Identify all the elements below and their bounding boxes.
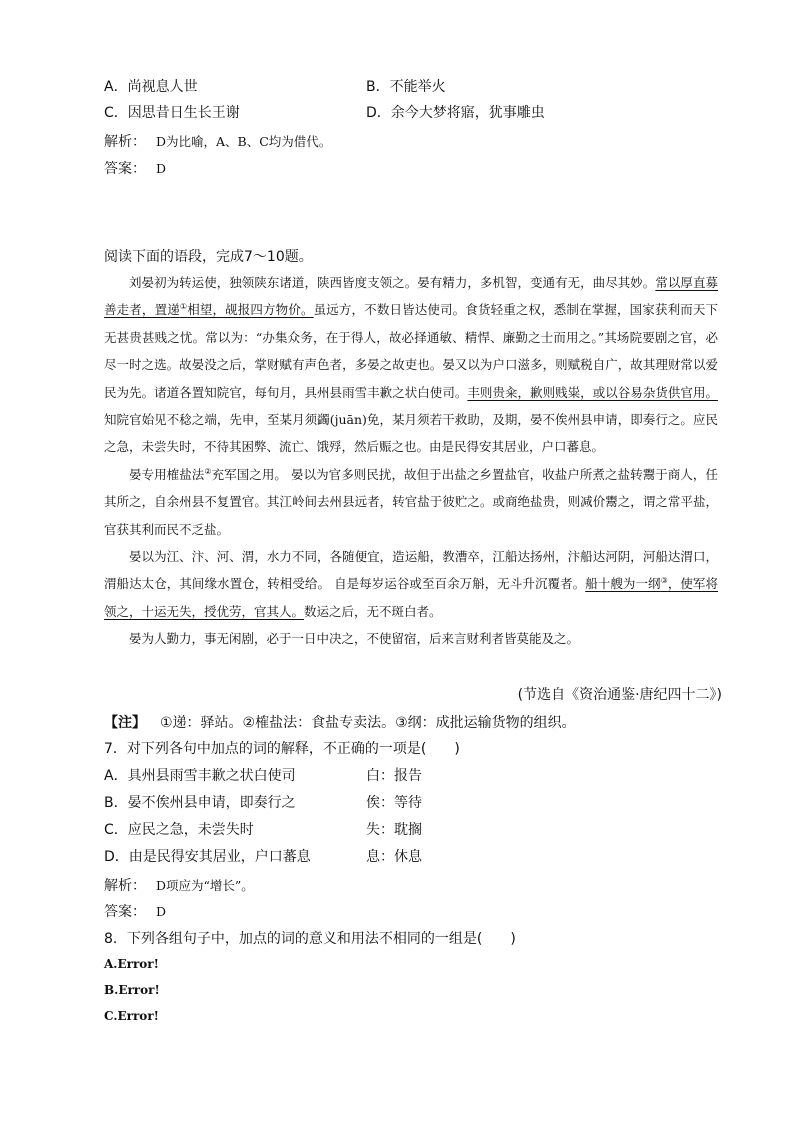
passage-text: 充军国之用。 晏以为官多则民扰，故但于出盐之乡置盐官，收盐户所煮之盐转鬻于商人，任其所之，自余州县不复置官。其江岭间去州县远者，转官盐于彼贮之。或商绝盐贵，则减价鬻之，谓之常平盐，官获其利而民不乏盐。: [104, 466, 718, 537]
q7-answer-label: 答案：: [104, 904, 146, 920]
q7-option-d: [104, 846, 564, 870]
passage-paragraph-3: [104, 543, 718, 625]
q6-option-c: C．因思昔日生长王谢: [104, 105, 240, 121]
q6-option-a: A．尚视息人世: [104, 79, 198, 95]
q6-answer-value: D: [156, 161, 167, 176]
passage-text: 知院官始见不稔之端，先申，至某月须蠲(juān)免，某月须若干救助，及期，晏不俟州县申请，即奏行之。应民之急，未尝失时，不待其困弊、流亡、饿殍，然后赈之也。由是民得安其居业，户口蕃息。: [104, 412, 718, 455]
underlined-text: 相望，觇报四方物价。: [187, 302, 314, 318]
source-citation: (节选自《资治通鉴·唐纪四十二》): [517, 687, 722, 703]
note-label: 【注】: [104, 715, 146, 731]
note-marker-3: ③: [660, 576, 668, 586]
q7-stem: 7．对下列各句中加点的词的解释，不正确的一项是( ): [104, 741, 460, 757]
underlined-text: 船十艘为一纲: [585, 576, 661, 592]
note-text: ①递：驿站。②榷盐法：食盐专卖法。③纲：成批运输货物的组织。: [160, 715, 576, 731]
q7-option-a-sentence: A．具州县雨雪丰歉之状白使司: [104, 768, 296, 784]
q7-analysis-label: 解析：: [104, 878, 146, 894]
q6-options-row-2: [104, 102, 664, 126]
q7-option-a-gloss: 白：报告: [366, 768, 422, 784]
q7-option-a: [104, 765, 564, 789]
underlined-sentence-2: 丰则贵籴，歉则贱粜，或以谷易杂货供官用。: [467, 384, 718, 400]
note-marker-2: ②: [204, 466, 212, 476]
q7-option-d-sentence: D．由是民得安其居业，户口蕃息: [104, 849, 311, 865]
q6-analysis-label: 解析：: [104, 134, 146, 150]
q7-analysis-text: D项应为“增长”。: [156, 878, 254, 893]
reading-intro: 阅读下面的语段，完成7～10题。: [104, 249, 313, 265]
passage-text: 数运之后，无不斑白者。: [304, 603, 442, 619]
q8-option-b: B.Error!: [104, 983, 160, 997]
passage-text: 晏以为江、汴、河、渭，水力不同，各随便宜，造运船，教漕卒，江船达扬州，汴船达河阴，河船达渭口，渭船达太仓，其间缘水置仓，转相受给。 自是每岁运谷或至百余万斛，无斗升沉覆者。: [104, 549, 718, 592]
passage-text: 虽远方，不数日皆达使司。食货轻重之权，悉制在掌握，国家获利而天下无甚贵甚贱之忧。常以为：“办集众务，在于得人，故必择通敏、精悍、廉勤之士而用之。”其场院要剧之官，必尽一时之选。故晏没之后，掌财赋有声色者，多晏之故吏也。晏又以为户口滋多，则赋税自广，故其理财常以爱民为先。诸道各置知院官，每旬月，具州县雨雪丰歉之状白使司。: [104, 302, 718, 400]
passage: [104, 269, 718, 653]
note-marker-1: ①: [179, 302, 188, 312]
q7-option-d-gloss: 息：休息: [366, 849, 422, 865]
q8-option-c: C.Error!: [104, 1009, 159, 1023]
q6-analysis: [104, 131, 331, 151]
notes: [104, 712, 576, 732]
q7-analysis: [104, 875, 254, 895]
q7-answer: [104, 901, 166, 921]
q7-option-c: [104, 819, 564, 843]
passage-paragraph-2: [104, 461, 718, 543]
q7-answer-value: D: [156, 904, 167, 919]
q8-stem: 8．下列各组句子中，加点的词的意义和用法不相同的一组是( ): [104, 931, 516, 947]
q7-option-b-gloss: 俟：等待: [366, 795, 422, 811]
q6-option-b: B．不能举火: [366, 79, 446, 95]
q6-option-d: D．余今大梦将寤，犹事雕虫: [366, 105, 545, 121]
q7-option-c-sentence: C．应民之急，未尝失时: [104, 822, 254, 838]
passage-paragraph-4: [104, 625, 718, 652]
underlined-text: ，使军将领之，十运无失，授优劳，官其人。: [104, 576, 718, 619]
q6-answer: [104, 158, 166, 178]
q8-option-a: A.Error!: [104, 957, 159, 971]
passage-paragraph-1: [104, 269, 718, 461]
q7-option-b-sentence: B．晏不俟州县申请，即奏行之: [104, 795, 296, 811]
q6-analysis-text: D为比喻，A、B、C均为借代。: [156, 134, 332, 149]
passage-text: 晏专用榷盐法: [129, 466, 205, 482]
passage-text: 晏为人勤力，事无闲剧，必于一日中决之，不使留宿，后来言财利者皆莫能及之。: [129, 631, 580, 647]
underlined-text: 常以厚直募善走者，置递: [104, 275, 718, 318]
passage-text: 刘晏初为转运使，独领陕东诸道，陕西皆度支领之。晏有精力，多机智，变通有无，曲尽其妙。: [129, 275, 656, 290]
q6-options-row-1: [104, 76, 664, 100]
q7-option-b: [104, 792, 564, 816]
q7-option-c-gloss: 失：耽搁: [366, 822, 422, 838]
q6-answer-label: 答案：: [104, 161, 146, 177]
